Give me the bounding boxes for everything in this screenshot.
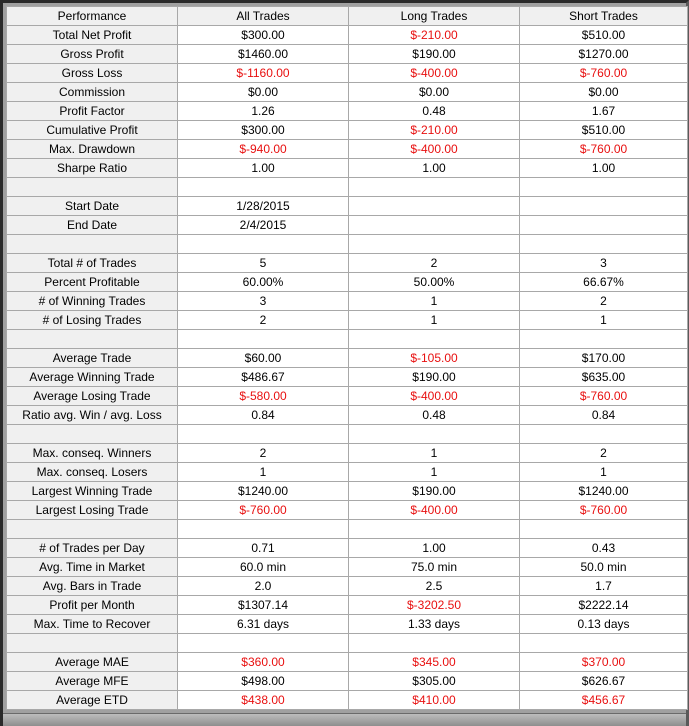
cell-short-trades: 1 <box>520 311 688 330</box>
row-label: Avg. Time in Market <box>7 558 178 577</box>
row-label: Avg. Bars in Trade <box>7 577 178 596</box>
cell-short-trades <box>520 216 688 235</box>
row-label: Ratio avg. Win / avg. Loss <box>7 406 178 425</box>
cell-long-trades: $-3202.50 <box>349 596 520 615</box>
row-label <box>7 634 178 653</box>
table-row[interactable] <box>7 444 688 463</box>
cell-short-trades: 1.7 <box>520 577 688 596</box>
cell-all-trades: $-940.00 <box>178 140 349 159</box>
cell-short-trades: $2222.14 <box>520 596 688 615</box>
cell-short-trades: $510.00 <box>520 26 688 45</box>
row-label <box>7 520 178 539</box>
column-header-all-trades[interactable]: All Trades <box>178 7 349 26</box>
cell-long-trades: $305.00 <box>349 672 520 691</box>
cell-all-trades <box>178 178 349 197</box>
cell-short-trades <box>520 197 688 216</box>
row-label <box>7 425 178 444</box>
cell-long-trades: 1.00 <box>349 159 520 178</box>
row-label <box>7 178 178 197</box>
cell-all-trades: 2/4/2015 <box>178 216 349 235</box>
cell-short-trades: $170.00 <box>520 349 688 368</box>
cell-all-trades: $486.67 <box>178 368 349 387</box>
cell-long-trades: $0.00 <box>349 83 520 102</box>
cell-long-trades: 1.00 <box>349 539 520 558</box>
table-row-spacer[interactable] <box>7 634 688 653</box>
cell-long-trades: $-400.00 <box>349 140 520 159</box>
cell-long-trades: $-400.00 <box>349 501 520 520</box>
table-row-spacer[interactable] <box>7 520 688 539</box>
cell-short-trades: 1.00 <box>520 159 688 178</box>
row-label: End Date <box>7 216 178 235</box>
table-row[interactable] <box>7 672 688 691</box>
cell-long-trades <box>349 425 520 444</box>
cell-all-trades: $300.00 <box>178 121 349 140</box>
table-row[interactable] <box>7 311 688 330</box>
cell-short-trades: $-760.00 <box>520 140 688 159</box>
cell-all-trades: $498.00 <box>178 672 349 691</box>
cell-long-trades: 2.5 <box>349 577 520 596</box>
row-label: Average Winning Trade <box>7 368 178 387</box>
table-row[interactable] <box>7 615 688 634</box>
table-row[interactable] <box>7 596 688 615</box>
table-body <box>7 26 688 710</box>
table-row[interactable] <box>7 482 688 501</box>
cell-all-trades: 1.26 <box>178 102 349 121</box>
table-row[interactable] <box>7 387 688 406</box>
table-row[interactable] <box>7 197 688 216</box>
table-row[interactable] <box>7 45 688 64</box>
cell-all-trades: 1.00 <box>178 159 349 178</box>
table-row[interactable] <box>7 691 688 710</box>
cell-short-trades <box>520 425 688 444</box>
column-header-short-trades[interactable]: Short Trades <box>520 7 688 26</box>
cell-short-trades: $370.00 <box>520 653 688 672</box>
cell-all-trades: $1240.00 <box>178 482 349 501</box>
row-label: Max. conseq. Losers <box>7 463 178 482</box>
cell-long-trades: 1 <box>349 292 520 311</box>
row-label: Average Trade <box>7 349 178 368</box>
row-label: Average Losing Trade <box>7 387 178 406</box>
cell-all-trades: 1/28/2015 <box>178 197 349 216</box>
cell-long-trades: 75.0 min <box>349 558 520 577</box>
cell-short-trades <box>520 634 688 653</box>
table-row[interactable] <box>7 406 688 425</box>
cell-short-trades: $510.00 <box>520 121 688 140</box>
cell-short-trades: 2 <box>520 292 688 311</box>
cell-all-trades <box>178 634 349 653</box>
table-row[interactable] <box>7 26 688 45</box>
row-label: Sharpe Ratio <box>7 159 178 178</box>
row-label: Cumulative Profit <box>7 121 178 140</box>
cell-short-trades <box>520 520 688 539</box>
table-row[interactable] <box>7 463 688 482</box>
row-label: # of Losing Trades <box>7 311 178 330</box>
cell-long-trades: $345.00 <box>349 653 520 672</box>
cell-long-trades <box>349 178 520 197</box>
cell-short-trades: 1 <box>520 463 688 482</box>
column-header-performance[interactable]: Performance <box>7 7 178 26</box>
table-row[interactable] <box>7 83 688 102</box>
cell-long-trades: $-210.00 <box>349 26 520 45</box>
cell-long-trades <box>349 634 520 653</box>
row-label: Gross Profit <box>7 45 178 64</box>
row-label: Largest Winning Trade <box>7 482 178 501</box>
row-label: Gross Loss <box>7 64 178 83</box>
cell-long-trades: 1 <box>349 311 520 330</box>
cell-short-trades: $626.67 <box>520 672 688 691</box>
cell-long-trades: $-400.00 <box>349 387 520 406</box>
table-row[interactable] <box>7 102 688 121</box>
table-row-spacer[interactable] <box>7 330 688 349</box>
status-bar <box>3 713 686 726</box>
cell-long-trades <box>349 235 520 254</box>
cell-short-trades <box>520 330 688 349</box>
cell-long-trades: 0.48 <box>349 102 520 121</box>
row-label <box>7 235 178 254</box>
cell-short-trades: $0.00 <box>520 83 688 102</box>
table-row-spacer[interactable] <box>7 235 688 254</box>
cell-short-trades: $1240.00 <box>520 482 688 501</box>
row-label: Average MFE <box>7 672 178 691</box>
cell-all-trades: $-580.00 <box>178 387 349 406</box>
cell-all-trades: 3 <box>178 292 349 311</box>
table-row[interactable] <box>7 558 688 577</box>
cell-all-trades: $1460.00 <box>178 45 349 64</box>
cell-short-trades: 0.43 <box>520 539 688 558</box>
cell-long-trades: $410.00 <box>349 691 520 710</box>
cell-long-trades: 1 <box>349 444 520 463</box>
cell-short-trades: $635.00 <box>520 368 688 387</box>
row-label: Max. Drawdown <box>7 140 178 159</box>
table-row[interactable] <box>7 216 688 235</box>
cell-short-trades: 1.67 <box>520 102 688 121</box>
cell-short-trades: 50.0 min <box>520 558 688 577</box>
cell-all-trades: 2 <box>178 311 349 330</box>
cell-all-trades: 6.31 days <box>178 615 349 634</box>
cell-all-trades: $-760.00 <box>178 501 349 520</box>
row-label: Start Date <box>7 197 178 216</box>
cell-all-trades <box>178 425 349 444</box>
cell-short-trades: $456.67 <box>520 691 688 710</box>
cell-long-trades: 1 <box>349 463 520 482</box>
cell-long-trades <box>349 216 520 235</box>
cell-long-trades <box>349 330 520 349</box>
row-label: Max. conseq. Winners <box>7 444 178 463</box>
cell-short-trades <box>520 235 688 254</box>
table-row[interactable] <box>7 64 688 83</box>
table-row-spacer[interactable] <box>7 425 688 444</box>
row-label <box>7 330 178 349</box>
performance-table <box>6 6 688 710</box>
cell-long-trades: $190.00 <box>349 482 520 501</box>
row-label: Profit Factor <box>7 102 178 121</box>
row-label: Total Net Profit <box>7 26 178 45</box>
cell-short-trades: $-760.00 <box>520 64 688 83</box>
table-row[interactable] <box>7 140 688 159</box>
cell-long-trades: $190.00 <box>349 368 520 387</box>
cell-all-trades: $1307.14 <box>178 596 349 615</box>
cell-long-trades: $-105.00 <box>349 349 520 368</box>
cell-short-trades: $-760.00 <box>520 387 688 406</box>
table-row[interactable] <box>7 159 688 178</box>
row-label: Max. Time to Recover <box>7 615 178 634</box>
table-row[interactable] <box>7 349 688 368</box>
cell-long-trades: $-400.00 <box>349 64 520 83</box>
cell-long-trades: 0.48 <box>349 406 520 425</box>
row-label: Average MAE <box>7 653 178 672</box>
cell-all-trades <box>178 330 349 349</box>
cell-long-trades: 50.00% <box>349 273 520 292</box>
table-row[interactable] <box>7 653 688 672</box>
header-row <box>7 7 688 26</box>
cell-all-trades: 60.0 min <box>178 558 349 577</box>
cell-short-trades: $1270.00 <box>520 45 688 64</box>
row-label: # of Trades per Day <box>7 539 178 558</box>
cell-all-trades: 0.84 <box>178 406 349 425</box>
row-label: # of Winning Trades <box>7 292 178 311</box>
cell-all-trades: $60.00 <box>178 349 349 368</box>
cell-short-trades: 3 <box>520 254 688 273</box>
cell-all-trades: 60.00% <box>178 273 349 292</box>
cell-all-trades: $0.00 <box>178 83 349 102</box>
table-row[interactable] <box>7 501 688 520</box>
table-row-spacer[interactable] <box>7 178 688 197</box>
column-header-long-trades[interactable]: Long Trades <box>349 7 520 26</box>
table-row[interactable] <box>7 539 688 558</box>
table-row[interactable] <box>7 121 688 140</box>
cell-all-trades: 2 <box>178 444 349 463</box>
cell-all-trades: 0.71 <box>178 539 349 558</box>
cell-short-trades: 0.13 days <box>520 615 688 634</box>
cell-short-trades: 2 <box>520 444 688 463</box>
cell-all-trades: 2.0 <box>178 577 349 596</box>
cell-short-trades: 0.84 <box>520 406 688 425</box>
cell-all-trades: 1 <box>178 463 349 482</box>
row-label: Average ETD <box>7 691 178 710</box>
cell-short-trades <box>520 178 688 197</box>
cell-long-trades: $-210.00 <box>349 121 520 140</box>
cell-all-trades <box>178 520 349 539</box>
cell-long-trades: $190.00 <box>349 45 520 64</box>
cell-short-trades: $-760.00 <box>520 501 688 520</box>
row-label: Percent Profitable <box>7 273 178 292</box>
cell-all-trades: $360.00 <box>178 653 349 672</box>
row-label: Profit per Month <box>7 596 178 615</box>
table-row[interactable] <box>7 368 688 387</box>
row-label: Commission <box>7 83 178 102</box>
cell-all-trades <box>178 235 349 254</box>
cell-short-trades: 66.67% <box>520 273 688 292</box>
cell-long-trades <box>349 197 520 216</box>
cell-all-trades: 5 <box>178 254 349 273</box>
cell-all-trades: $-1160.00 <box>178 64 349 83</box>
cell-long-trades: 1.33 days <box>349 615 520 634</box>
row-label: Total # of Trades <box>7 254 178 273</box>
table-row[interactable] <box>7 273 688 292</box>
cell-long-trades: 2 <box>349 254 520 273</box>
table-row[interactable] <box>7 292 688 311</box>
cell-long-trades <box>349 520 520 539</box>
cell-all-trades: $300.00 <box>178 26 349 45</box>
table-row[interactable] <box>7 577 688 596</box>
cell-all-trades: $438.00 <box>178 691 349 710</box>
row-label: Largest Losing Trade <box>7 501 178 520</box>
table-row[interactable] <box>7 254 688 273</box>
